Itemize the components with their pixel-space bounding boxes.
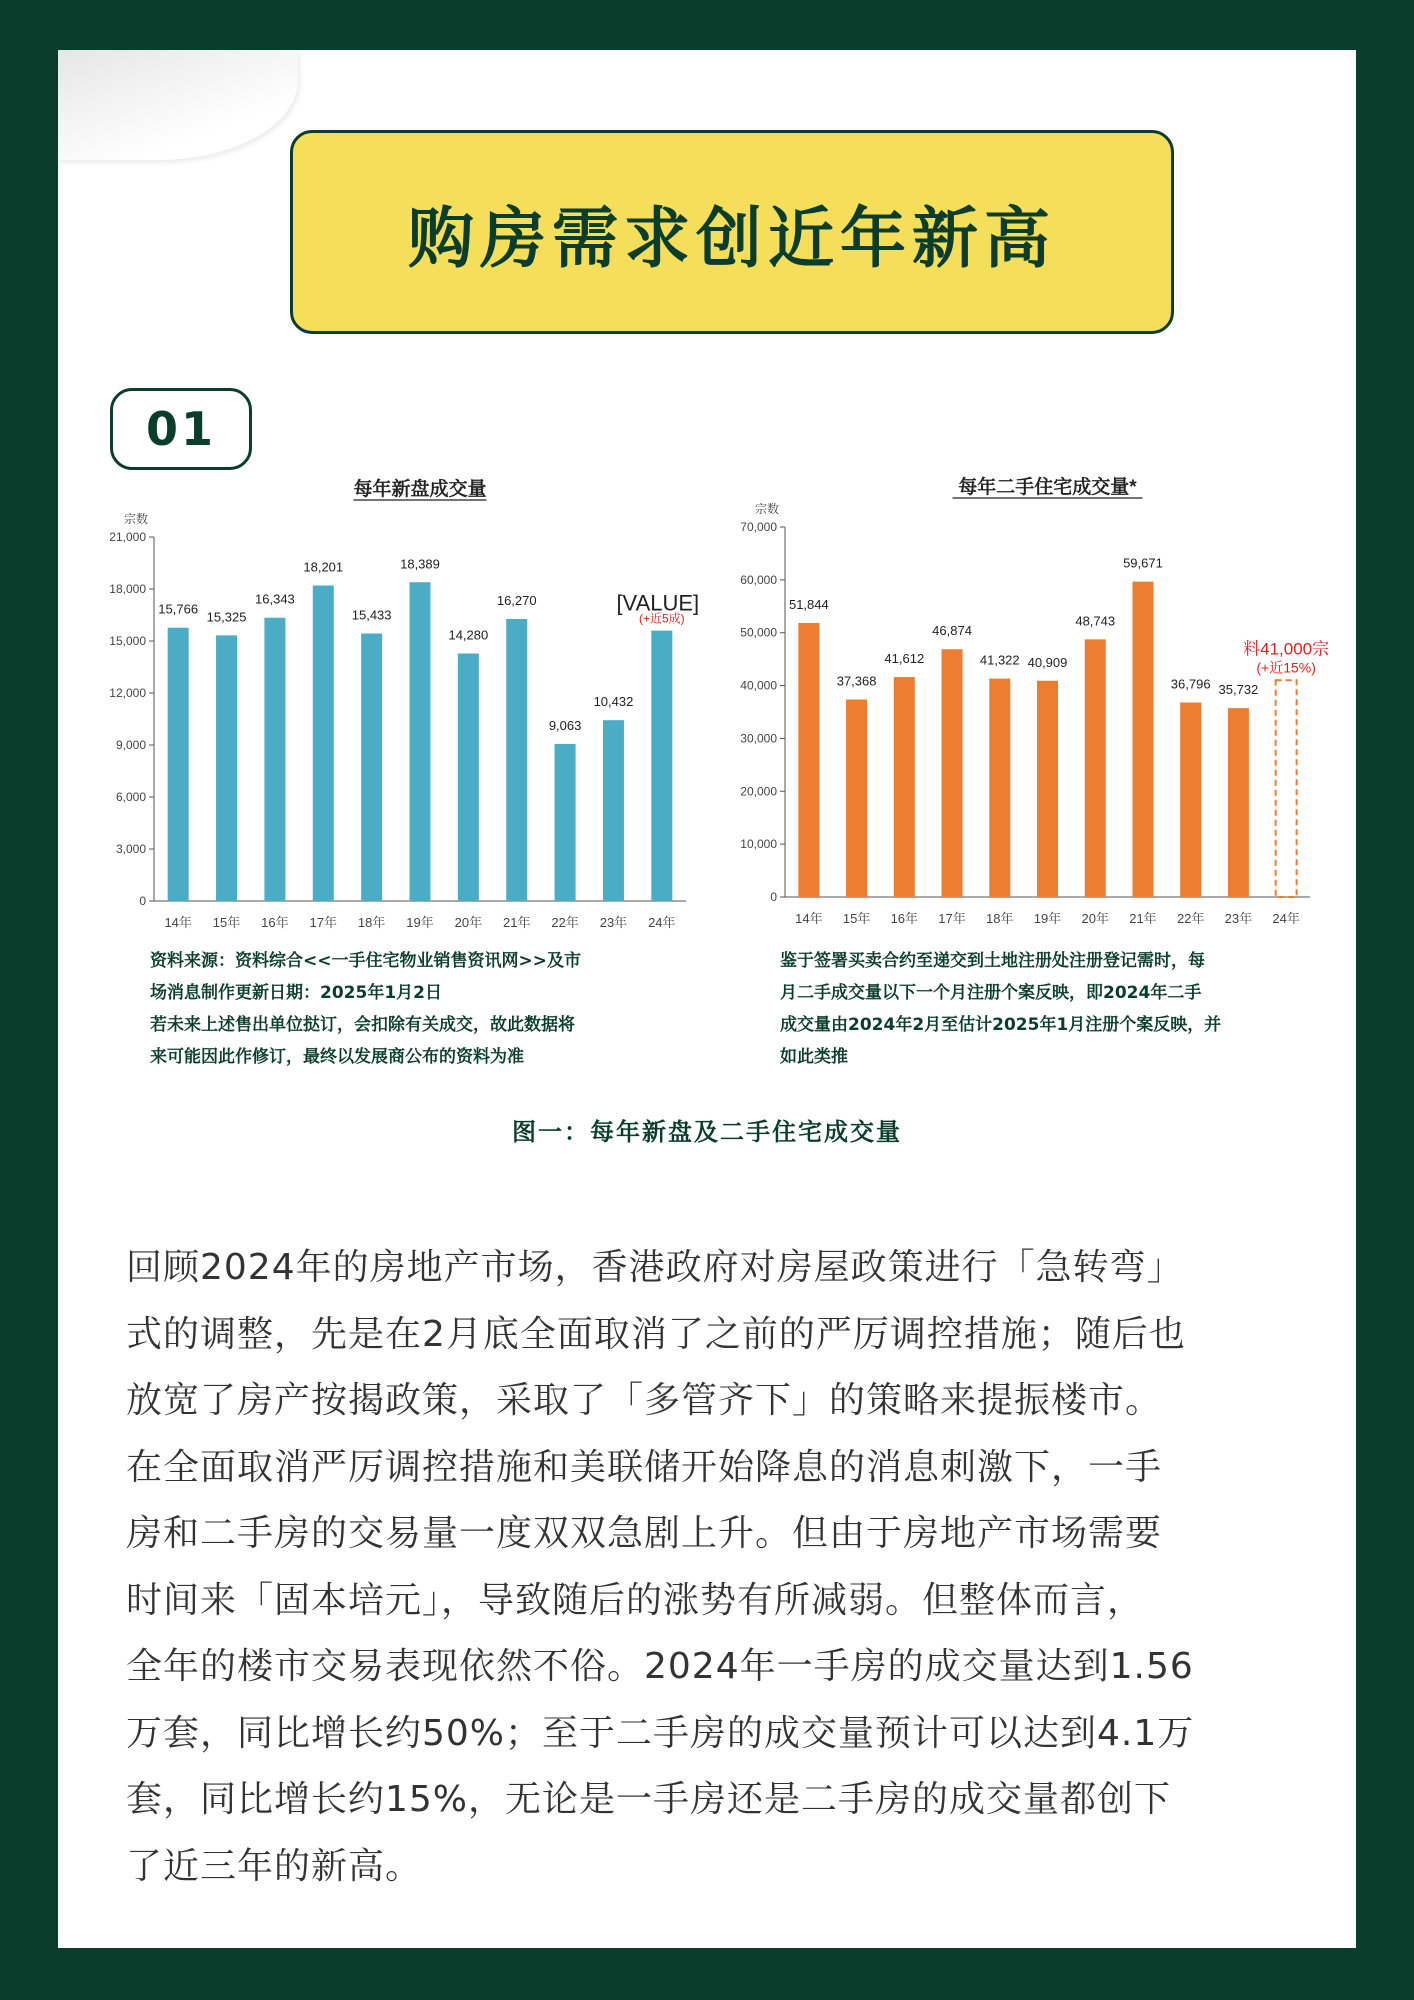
x-tick-label: 18年 [357,915,386,930]
data-label: 14,280 [448,627,489,643]
y-tick-label: 20,000 [740,784,777,799]
bar [410,582,431,901]
bar [603,720,624,901]
bar [313,586,334,901]
data-label: 59,671 [1123,555,1163,571]
growth-annotation: (+近5成) [638,611,685,626]
bar [1180,703,1201,897]
chart-title: 每年新盘成交量 [353,479,487,500]
data-label: 41,612 [884,651,925,667]
x-tick-label: 24年 [648,915,676,930]
second-hand-sales-chart-svg [720,465,1330,945]
body-line: 全年的楼市交易表现依然不俗。2024年一手房的成交量达到1.56 [126,1646,1194,1687]
y-tick-label: 40,000 [740,678,777,693]
title-banner [290,130,1174,334]
note-line: 来可能因此作修订，最终以发展商公布的资料为准 [150,1047,524,1067]
data-label: 18,201 [303,559,344,575]
data-label: 51,844 [788,596,829,612]
bar [555,744,576,901]
note-line: 资料来源：资料综合<<一手住宅物业销售资讯网>>及市 [150,951,581,971]
y-tick-label: 60,000 [740,572,777,587]
second-hand-sales-chart [720,465,1330,945]
y-tick-label: 21,000 [109,530,146,544]
y-tick-label: 9,000 [115,738,146,752]
note-line: 若未来上述售出单位挞订，会扣除有关成交，故此数据将 [150,1015,575,1035]
chart-note-right [780,945,1320,1073]
x-tick-label: 24年 [1272,911,1300,926]
figure-caption: 图一：每年新盘及二手住宅成交量 [512,1118,902,1146]
note-line: 如此类推 [780,1047,848,1067]
note-line: 场消息制作更新日期：2025年1月2日 [150,983,442,1003]
y-tick-label: 0 [770,890,777,904]
bar-estimate [1276,680,1297,897]
bar [1085,639,1106,897]
body-paragraph [126,1235,1296,1900]
x-tick-label: 15年 [842,911,871,926]
y-tick-label: 6,000 [115,790,146,804]
y-axis-label: 宗数 [755,502,780,516]
y-tick-label: 50,000 [740,625,777,640]
y-tick-label: 70,000 [740,520,777,534]
x-tick-label: 14年 [795,911,823,926]
x-tick-label: 17年 [309,915,338,930]
data-label: 40,909 [1027,654,1068,670]
data-label: 48,743 [1075,613,1116,629]
body-line: 式的调整，先是在2月底全面取消了之前的严厉调控措施；随后也 [126,1313,1186,1355]
bar [942,649,963,897]
x-tick-label: 14年 [164,915,192,930]
x-tick-label: 23年 [599,915,628,930]
note-line: 月二手成交量以下一个月注册个案反映，即2024年二手 [780,983,1202,1003]
y-axis-label: 宗数 [124,512,149,526]
growth-annotation: (+近15%) [1256,659,1316,676]
x-tick-label: 17年 [938,911,966,926]
x-tick-label: 20年 [1081,911,1109,926]
note-line: 成交量由2024年2月至估计2025年1月注册个案反映，并 [780,1015,1222,1035]
data-label: 37,368 [836,673,877,689]
x-tick-label: 22年 [1176,911,1205,926]
new-home-sales-chart-svg [90,465,730,945]
bar [458,653,479,901]
body-line: 时间来「固本培元」，导致随后的涨势有所减弱。但整体而言， [126,1579,1145,1621]
y-tick-label: 15,000 [109,634,146,648]
bar [798,623,819,897]
x-tick-label: 19年 [1033,911,1062,926]
y-tick-label: 12,000 [109,686,146,700]
x-tick-label: 21年 [1129,911,1157,926]
x-tick-label: 22年 [551,915,579,930]
y-tick-label: 0 [139,894,146,908]
y-tick-label: 10,000 [740,837,777,852]
bar [168,628,189,901]
data-label: 15,433 [351,607,392,623]
body-line: 房和二手房的交易量一度双双急剧上升。但由于房地产市场需要 [126,1513,1163,1554]
bar [651,631,672,901]
x-tick-label: 19年 [406,915,434,930]
estimate-label: 料41,000宗 [1243,639,1330,659]
bar [1037,681,1058,897]
bar [264,618,285,901]
data-label: 16,270 [496,592,537,608]
bar [1132,582,1153,897]
new-home-sales-chart [90,465,730,945]
page-title: 购房需求创近年新高 [408,199,1056,277]
data-label: 15,325 [206,609,247,625]
x-tick-label: 21年 [502,915,531,930]
x-tick-label: 23年 [1224,911,1253,926]
chart-note-left [150,945,710,1073]
data-label-placeholder: [VALUE] [616,590,700,616]
body-line: 了近三年的新高。 [126,1845,423,1887]
x-tick-label: 20年 [454,915,483,930]
bar [894,677,915,897]
x-tick-label: 15年 [212,915,241,930]
x-tick-label: 18年 [986,911,1014,926]
bar [216,635,237,901]
data-label: 15,766 [158,601,199,617]
data-label: 18,389 [400,556,440,572]
x-tick-label: 16年 [890,911,919,926]
bar [846,699,867,897]
section-number-badge: 01 [110,388,252,470]
y-tick-label: 3,000 [115,842,146,856]
data-label: 35,732 [1218,682,1259,698]
data-label: 9,063 [548,717,582,733]
bar [989,679,1010,897]
y-tick-label: 18,000 [109,582,146,596]
body-line: 套，同比增长约15%，无论是一手房还是二手房的成交量都创下 [126,1779,1172,1820]
x-tick-label: 16年 [261,915,289,930]
body-line: 在全面取消严厉调控措施和美联储开始降息的消息刺激下，一手 [126,1446,1163,1488]
data-label: 36,796 [1170,676,1211,692]
body-line: 回顾2024年的房地产市场，香港政府对房屋政策进行「急转弯」 [126,1247,1184,1288]
body-line: 放宽了房产按揭政策，采取了「多管齐下」的策略来提振楼市。 [126,1380,1163,1421]
bar [361,633,382,901]
data-label: 10,432 [593,694,634,710]
note-line: 鉴于签署买卖合约至递交到土地注册处注册登记需时，每 [780,951,1205,971]
body-line: 万套，同比增长约50%；至于二手房的成交量预计可以达到4.1万 [126,1712,1195,1754]
data-label: 41,322 [979,652,1020,668]
bar [1228,708,1249,897]
chart-title: 每年二手住宅成交量* [958,477,1137,498]
data-label: 46,874 [932,623,972,639]
y-tick-label: 30,000 [740,731,777,746]
data-label: 16,343 [255,591,295,607]
bar [506,619,527,901]
